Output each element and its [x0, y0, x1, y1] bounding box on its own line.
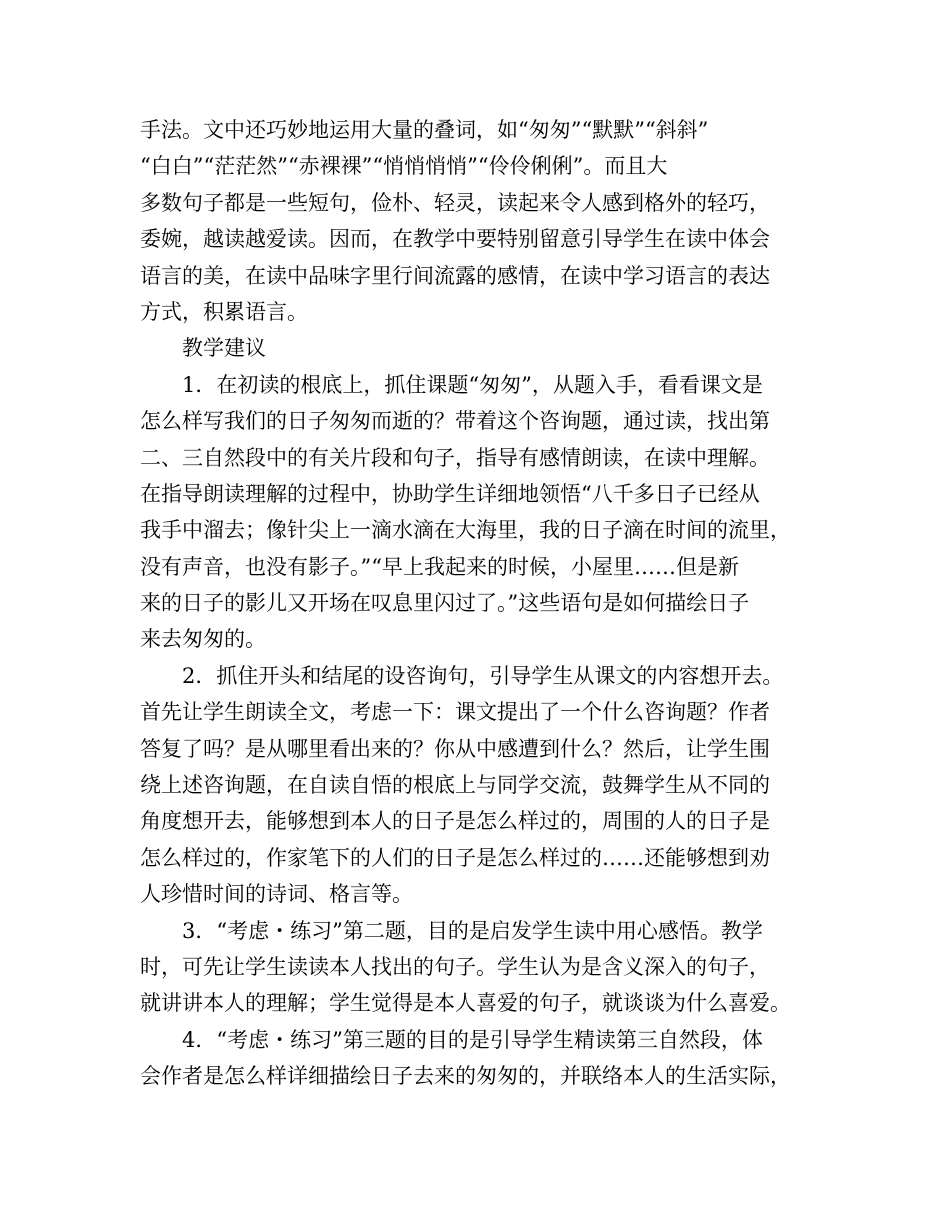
text-line: 来去匆匆的。: [140, 627, 266, 652]
text-line: 多数句子都是一些短句，俭朴、轻灵，读起来令人感到格外的轻巧，: [140, 190, 770, 215]
text-line: 会作者是怎么样详细描绘日子去来的匆匆的，并联络本人的生活实际，: [140, 1064, 791, 1089]
text-line: 答复了吗？是从哪里看出来的？你从中感遭到什么？然后，让学生围: [140, 736, 770, 761]
text-line: 首先让学生朗读全文，考虑一下：课文提出了一个什么咨询题？作者: [140, 700, 770, 725]
text-line: 没有声音，也没有影子。”“早上我起来的时候，小屋里……但是新: [140, 554, 739, 579]
document-body: [140, 112, 812, 1095]
text-line: 怎么样过的，作家笔下的人们的日子是怎么样过的……还能够想到劝: [140, 845, 770, 870]
paragraph-first-line: 2．抓住开头和结尾的设咨询句，引导学生从课文的内容想开去。: [182, 663, 784, 688]
text-line: 二、三自然段中的有关片段和句子，指导有感情朗读，在读中理解。: [140, 445, 770, 470]
text-line: 就讲讲本人的理解；学生觉得是本人喜爱的句子，就谈谈为什么喜爱。: [140, 991, 791, 1016]
text-line: 来的日子的影儿又开场在叹息里闪过了。”这些语句是如何描绘日子: [140, 591, 750, 616]
text-line: 委婉，越读越爱读。因而，在教学中要特别留意引导学生在读中体会: [140, 227, 770, 252]
text-line: 角度想开去，能够想到本人的日子是怎么样过的，周围的人的日子是: [140, 809, 770, 834]
text-line: 绕上述咨询题，在自读自悟的根底上与同学交流，鼓舞学生从不同的: [140, 773, 770, 798]
text-line: 时，可先让学生读读本人找出的句子。学生认为是含义深入的句子，: [140, 954, 770, 979]
text-line: 怎么样写我们的日子匆匆而逝的？带着这个咨询题，通过读，找出第: [140, 409, 770, 434]
text-line: 方式，积累语言。: [140, 299, 308, 324]
text-line: 我手中溜去；像针尖上一滴水滴在大海里，我的日子滴在时间的流里，: [140, 518, 791, 543]
text-line: “白白”“茫茫然”“赤裸裸”“悄悄悄悄”“伶伶俐俐”。而且大: [140, 154, 668, 179]
paragraph-first-line: 4．“考虑・练习”第三题的目的是引导学生精读第三自然段，体: [182, 1027, 763, 1052]
text-line: 在指导朗读理解的过程中，协助学生详细地领悟“八千多日子已经从: [140, 481, 760, 506]
paragraph-first-line: 3．“考虑・练习”第二题，目的是启发学生读中用心感悟。教学: [182, 918, 763, 943]
text-line: 语言的美，在读中品味字里行间流露的感情，在读中学习语言的表达: [140, 263, 770, 288]
text-line: 人珍惜时间的诗词、格言等。: [140, 882, 413, 907]
text-line: 手法。文中还巧妙地运用大量的叠词，如“匆匆”“默默”“斜斜”: [140, 118, 709, 142]
paragraph-first-line: 教学建议: [182, 336, 266, 361]
paragraph-first-line: 1．在初读的根底上，抓住课题“匆匆”，从题入手，看看课文是: [182, 372, 763, 397]
